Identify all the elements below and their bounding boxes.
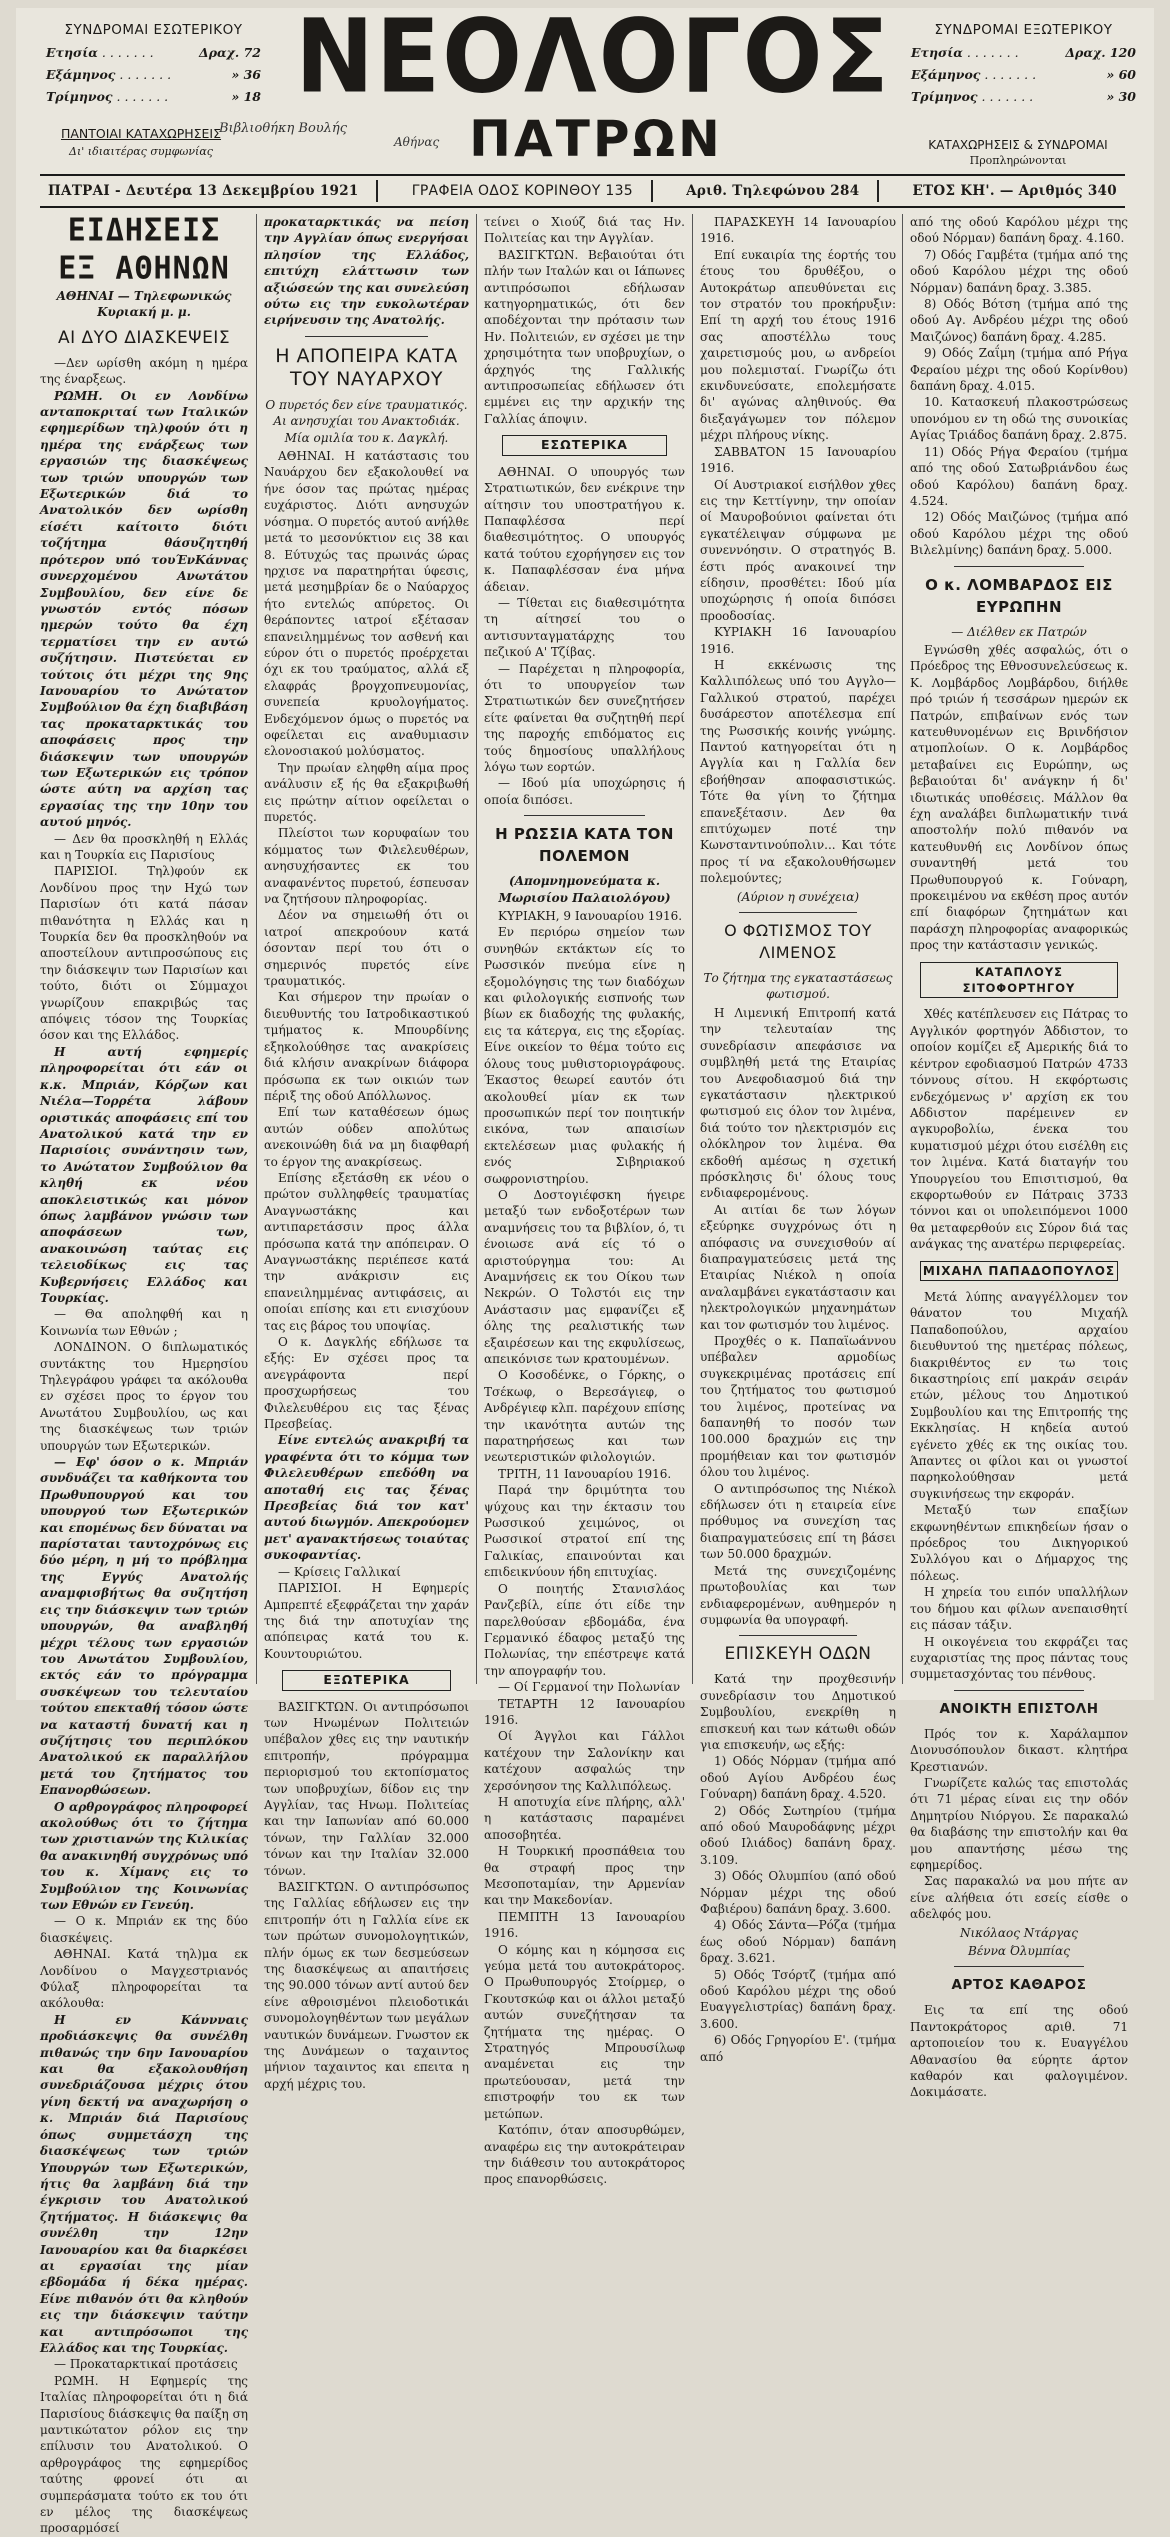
headline-news-from-athens: ΕΙΔΗΣΕΙΣ ΕΞ ΑΘΗΝΩΝ [58, 212, 230, 287]
paragraph: 7) Οδός Γαμβέτα (τμήμα από της οδού Καρόλου μέχρι της οδού Νόρμαν) δαπάνη δραχ. 3.385. [910, 247, 1128, 295]
paragraph: Προχθές ο κ. Παπαϊωάννου υπέβαλεν αρμοδίως συγκεκριμένας προτάσεις επί του ζητήματος του φωτισμού του λιμένος, προτείνας να δαπανηθή το ποσόν των 100.000 δραχμών εις την προμήθειαν και τον φωτισμόν όλου του λιμένος. [700, 1334, 896, 1480]
paragraph: — Κρίσεις Γαλλικαί [278, 1564, 401, 1579]
section-domestic: ΕΣΩΤΕΡΙΚΑ [502, 435, 667, 455]
left-subs-row: Εξάμηνος . . . » 36 [46, 67, 261, 82]
masthead-title: ΝΕΟΛΟΓΟΣ [295, 0, 891, 117]
paragraph: Οί Άγγλοι και Γάλλοι κατέχουν την Σαλονίκην και κατέχουν ασφαλώς την χερσόνησον της Καλλιπόλεως. [484, 1729, 685, 1793]
signature-place: Βέννα Όλυμπίας [968, 1944, 1070, 1958]
paragraph: ΛΟΝΔΙΝΟΝ. Ο διπλωματικός συντάκτης του Ημερησίου Τηλεγράφου γράφει τα ακόλουθα εν σχέσει προς το έργον του Ανωτάτου Συμβουλίου, ως και της διασκέψεως των τριών υπουργών των Εξωτερικών. [40, 1340, 248, 1453]
paragraph: Γνωρίζετε καλώς τας επιστολάς ότι 71 μέρας είναι εις την οδόν Δημητρίου Νιόργου. Σε παρακαλώ θα διαβάσης την επιστολήν και θα μου απαντήσης μέσω της εφημερίδος. [910, 1775, 1128, 1872]
paragraph: από της οδού Καρόλου μέχρι της οδού Νόρμαν) δαπάνη δραχ. 4.160. [910, 215, 1128, 246]
paragraph: Η οικογένεια του εκφράζει τας ευχαριστίας της προς πάντας τους συμμετασχόντας του πένθους. [910, 1634, 1128, 1682]
paragraph: — Παρέχεται η πληροφορία, ότι το υπουργείον των Στρατιωτικών δεν συνεζητήσεν είτε φαίνεται θα συζητηθή περί της παροχής επιδόματος εις τούς δημοσίους υπαλλήλους λόγω των εορτών. [484, 661, 685, 774]
paragraph: προκαταρκτικάς να πείση την Αγγλίαν όπως ενεργήσαι πλησίον της Ελλάδος, επιτύχη ελάττωσιν των αξιώσεών της και συνελεύση ούτω εις την ευκολωτέραν ειρήνευσιν της Ανατολής. [264, 215, 469, 328]
paragraph: Είνε εντελώς ανακριβή τα γραφέντα ότι το κόμμα των Φιλελευθέρων επεδόθη να αποταθή εις τας ξένας Πρεσβείας διά τον κατ' αυτού διωγμόν. Απεκρούομεν μετ' αγανακτήσεως τοιαύτας συκοφαντίας. [264, 1433, 469, 1563]
paragraph: 6) Οδός Γρηγορίου Ε'. (τμήμα από [700, 2033, 896, 2064]
subheadline: Ο πυρετός δεν είνε τραυματικός. Αι ανησυχίαι του Ανακτοδιάκ. Μία ομιλία του κ. Δαγκλή. [265, 397, 468, 445]
paragraph: — Δεν θα προσκληθή η Ελλάς και η Τουρκία εις Παρισίους [40, 831, 248, 862]
left-subs-row: Τρίμηνος . . . » 18 [46, 89, 261, 104]
paragraph: ΚΥΡΙΑΚΗ, 9 Ιανουαρίου 1916. [498, 909, 683, 924]
paragraph: Μετά λύπης αναγγέλλομεν τον θάνατον του Μιχαήλ Παπαδοπούλου, αρχαίου διευθυντού της ημετέρας πόλεως, διακριθέντος εν τω τοις δικαστηρίοις επί μακράν σειράν ετών, μέλους του Δημοτικού Συμβουλίου και της Επιτροπής της Εκκλησίας. Η κηδεία αυτού εγένετο χθές εκ της οικίας του. Άπαντες οι φίλοι και οι γνωστοί παρηκολούθησαν μετά συγκινήσεως την εκφοράν. [910, 1289, 1128, 1501]
paragraph: Παρά την δριμύτητα του ψύχους και την έκτασιν του Ρωσσικού χειμώνος, οι Ρωσσικοί στρατοί επί της Γαλικίας, επαινούνται και επιδεικνύουν ήδη επιτυχίας. [484, 1483, 685, 1580]
paragraph: τείνει ο Χιούζ διά τας Ην. Πολιτείας και την Αγγλίαν. [484, 215, 685, 246]
paragraph: Την πρωίαν εληφθη αίμα προς ανάλυσιν εξ ής θα εξακριβωθή εις πρώτην αίτιον οφείλεται ο πυρετός. [264, 760, 469, 824]
paragraph: Ο κόμης και η κόμησσα εις γεύμα μετά του αυτοκράτορος. Ο Πρωθυπουργός Στοίρμερ, ο Γκουτσκώφ και οι άλλοι μεταξύ αυτών συνεζήτησαν τα ζητήματα της ημέρας. Ο Στρατηγός Μπρουσίλωφ αναμένεται εις την πρωτεύουσαν, μετά την επιστροφήν του εκ των μετώπων. [484, 1942, 685, 2121]
paragraph: 11) Οδός Ρήγα Φεραίου (τμήμα από της οδού Σατωβριάνδου έως οδού Καρόλου) δαπάνη δραχ. 4.524. [910, 444, 1128, 508]
section-two-conferences: ΑΙ ΔΥΟ ΔΙΑΣΚΕΨΕΙΣ [57, 327, 231, 348]
paragraph: Χθές κατέπλευσεν εις Πάτρας το Αγγλικόν φορτηγόν Άδδιστον, το οποίον κομίζει εξ Αμερικής διά το κέντρον εφοδιασμού Πατρών 4733 τόννους σίτου. Η εκφόρτωσις ενδεχόμενως ν' αρχίση εκ του Αδδιστον παρέμεινεν εν αγκυροβολίω, ένεκα του κυματισμού μέχρι ότου εισέλθη εις τον λιμένα. Κατά διαταγήν του Υπουργείου του Επισιτισμού, θα εκφορτωθούν εν Πάτραις 3733 τόννοι και οι υπολειπόμενοι 1000 θα μεταφερθούν εις Σύρον διά τας ανάγκας της ανατέρω περιφερείας. [910, 1007, 1128, 1252]
paragraph: Σας παρακαλώ να μου πήτε αν είνε αλήθεια ότι εσείς είσθε ο αδελφός μου. [910, 1874, 1128, 1922]
paragraph: Η εν Κάννναις προδιάσκεψις θα συνέλθη πιθανώς την 6ην Ιανουαρίου και θα εξακολουθήση συνεδριάζουσα μέχρις ότου γίνη δεκτή να αναχωρήση ο κ. Μπριάν διά Παρισίους όπως συμμετάσχη της διασκέψεως των τριών Υπουργών των Εξωτερικών, ήτις θα λαμβάνη διά την έγκρισιν του Ανατολικού ζητήματος. Η διάσκεψις θα συνέλθη την 12ην Ιανουαρίου και θα διαρκέσει αι εργασίαι της μίαν εβδομάδα ή δέκα ημέρας. Είνε πιθανόν ότι θα κληθούν εις την διάσκεψιν ταύτην και αντιπρόσωποι της Ελλάδος και της Τουρκίας. [40, 2012, 248, 2355]
right-subs-row: Ετησία . . . Δραχ. 120 [911, 45, 1136, 60]
paragraph: Ο αντιπρόσωπος της Νιέκολ εδήλωσεν ότι η εταιρεία είνε πρόθυμος να συνεχίση τας διαπραγματεύσεις επί τη βάσει των 50.000 δραχμών. [700, 1481, 896, 1562]
paragraph: Επί ευκαιρία της έορτής του έτους του δρυθέξου, ο Αυτοκράτωρ απευθύνεται εις τον στρατόν του προκήρυξιν: Επί τη αρχή του έτους 1916 σας αποστέλλω τους χαιρετισμούς μου, ω ανδρείοι μου πολεμισταί. Γνωρίζω ότι εκινδυνεύσατε, επολεμήσατε δι' αγώνας αληθινούς. Θα διεξαγάγωμεν τον πόλεμον μέχρι πλήρους νίκης. [700, 247, 896, 443]
paragraph: Η χηρεία του ειπόν υπαλλήλων του δήμου και φίλων ανεπαισθητί εις πάσαν τάξιν. [910, 1585, 1128, 1633]
paragraph: ΚΥΡΙΑΚΗ 16 Ιανουαρίου 1916. [700, 625, 896, 656]
paragraph: — Εφ' όσον ο κ. Μπριάν συνδυάζει τα καθήκοντα του Πρωθυπουργού και του υπουργού των Εξωτερικών και επομένως δεν δύναται να παρίσταται ταυτοχρόνως εις δύο μέρη, η μή το πρόβλημα της Εγγύς Ανατολής αναμφισβήτως θα συζητήση εις την διάσκεψιν των τριών υπουργών, θα αναβληθή μέχρι τέλους των εργασιών του Ανωτάτου Συμβουλίου, εκτός εάν το πρόγραμμα συσκέψεων του τελευταίου τούτου επεκταθή τόσον ώστε να καταστή δυνατή και η συζήτησις του περιπλόκου Ανατολικού εκ παραλλήλου μετά του ζητήματος του Επανορθώσεων. [40, 1455, 248, 1798]
paragraph: — Τίθεται εις διαθεσιμότητα τη αίτησεί του ο αντισυνταγματάρχης του πεζικού Α' Τζίβας. [484, 595, 685, 660]
paragraph: — Οί Γερμανοί την Πολωνίαν [498, 1680, 681, 1695]
left-subs-header: ΣΥΝΔΡΟΜΑΙ ΕΣΩΤΕΡΙΚΟΥ [64, 22, 243, 38]
paragraph: 8) Οδός Βότση (τμήμα από της οδού Αγ. Ανδρέου μέχρι της οδού Μαιζώνος) δαπάνη δραχ. 4.285. [910, 297, 1128, 344]
paragraph: ΑΘΗΝΑΙ. Ο υπουργός των Στρατιωτικών, δεν ενέκρινε την αίτησιν του υποστρατήγου κ. Παπαφλέσσα περί διαθεσιμότητος. Ο υπουργός κατά τούτου εχορήγησεν εις τον κ. Παπαφλέσσαν ένα μήνα άδειαν. [484, 464, 685, 594]
column-2 [264, 214, 469, 2092]
paragraph: ΡΩΜΗ. Οι εν Λονδίνω ανταποκριταί των Ιταλικών εφημερίδων τηλ)φούν ότι η ημέρα της ενάρξεως των εργασιών της διασκέψεως των τριών υπουργών των Εξωτερικών διά το Ανατολικόν δεν ωρίσθη είσέτι καίτοιτο διότι τοζήτημα θάσυζητηθή πρότερον υπό τουΈνΚάννας συνερχομένου Ανωτάτου Συμβουλίου, δεν είνε δε γνωστόν εντός πόσων ημερών τούτο θα έχη τερματίσει την εν αυτώ συζήτησιν. Πιστεύεται εν τούτοις ότι μέχρι της 9ης Ιανουαρίου το Ανώτατον Συμβούλιον θα έχη διαβιβάση τας προκαταρκτικάς του αποφάσεις προς την διάσκεψιν των υπουργών των Εξωτερικών εις τρόπον ώστε αύτη να αρχίση τας εργασίας της την 10ην του αυτού μηνός. [40, 388, 248, 830]
right-subscriptions [911, 22, 1136, 104]
byline: ΑΘΗΝΑΙ — Τηλεφωνικώς Κυριακή μ. μ. [56, 289, 232, 320]
paragraph: Η εκκένωσις της Καλλιπόλεως υπό του Αγγλο—Γαλλικού στρατού, παρέχει δυσάρεστον αποτέλεσμα επί της Ρωσσικής κοινής γνώμης. Παντού κατηγορείται ότι η Αγγλία και η Γαλλία δεν εβοήθησαν αποφασιστικώς. Τότε θα γίνη το ζήτημα επανεξέτασιν. Δεν θα επιτύχωμεν ποτέ την Κωνσταντινούπολιν... Και τότε προς τί να εξακολουθήσωμεν πολεμούντες; [700, 657, 896, 886]
office-address: ΓΡΑΦΕΙΑ ΟΔΟΣ ΚΟΡΙΝΘΟΥ 135 [411, 183, 633, 199]
subheadline: (Απομνημονεύματα κ. Μωρισίου Παλαιολόγου) [498, 874, 671, 905]
paragraph: 5) Οδός Τσόρτζ (τμήμα από οδού Καρόλου μέχρι της οδού Ευαγγελιστρίας) δαπάνη δραχ. 3.600. [700, 1967, 896, 2031]
headline-road-repairs: ΕΠΙΣΚΕΥΗ ΟΔΩΝ [724, 1644, 872, 1665]
paragraph: — Ιδού μία υποχώρησις ή οποία διπόσει. [484, 776, 685, 807]
right-note: ΚΑΤΑΧΩΡΗΣΕΙΣ & ΣΥΝΔΡΟΜΑΙ Προπληρώνονται [928, 138, 1108, 167]
paragraph: Εν περιόρω σημείον των συνηθών εκτάκτων είς το Ρωσσικόν πνεύμα είνε η εξομολόγησις της των διαδόχων και φιλολογικής εισπνοής των βίων εκ διαδοχής της φυλακής, εις τα κάτεργα, εις της εξορίας. Είνε οικείον το θέμα τούτο εις όλους τους μυθιστοριογράφους. Έκαστος θεωρεί εαυτόν ότι ακολουθεί μίαν εκ των προσωπικών περί τον ποιητικήν εικόνα, των απαισίων εκτελέσεων μιας φυλακής ή ενός Σιβηριακού σωφρονιστηρίου. [484, 925, 685, 1186]
column-3 [484, 214, 685, 2188]
headline-russia-in-war: Η ΡΩΣΣΙΑ ΚΑΤΑ ΤΟΝ ΠΟΛΕΜΟΝ [495, 825, 674, 866]
paragraph: Η αποτυχία είνε πλήρης, αλλ' η κατάστασις παραμένει αποσοβητέα. [484, 1794, 685, 1842]
paragraph: 2) Οδός Σωτηρίου (τμήμα από οδού Μαυροδάφνης μέχρι οδού Ιλιάδος) δαπάνη δραχ. 3.109. [700, 1803, 896, 1867]
headline-obituary: ΜΙΧΑΗΛ ΠΑΠΑΔΟΠΟΥΛΟΣ [920, 1261, 1118, 1281]
paragraph: ΠΕΜΠΤΗ 13 Ιανουαρίου 1916. [484, 1909, 685, 1941]
paragraph: ΠΑΡΑΣΚΕΥΗ 14 Ιανουαρίου 1916. [700, 215, 896, 246]
right-subs-header: ΣΥΝΔΡΟΜΑΙ ΕΞΩΤΕΡΙΚΟΥ [934, 22, 1113, 38]
library-stamp-city: Αθήνας [394, 135, 440, 149]
paragraph: ΡΩΜΗ. Η Εφημερίς της Ιταλίας πληροφορείται ότι η διά Παρισίους διάσκεψις θα παίξη ση μαντικώτατον ρόλον εις την επίλυσιν του Ανατολικού. Ο αρθρογράφος της εφημερίδος ταύτης φρονεί ότι αι συμπεράσματα τούτο εκ του ότι εν μέλος της διασκέψεως προσαρμόσεί [40, 2373, 248, 2536]
left-note: ΠΑΝΤΟΙΑΙ ΚΑΤΑΧΩΡΗΣΕΙΣ Δι' ιδιαιτέρας συμφωνίας [60, 126, 222, 158]
paragraph: Επί των καταθέσεων όμως αυτών ούδεν απολύτως ανεκοινώθη διά να μη διαφθαρή το έργον της ανακρίσεως. [264, 1105, 469, 1169]
paragraph: — Ο κ. Μπριάν εκ της δύο διασκέψεις. [40, 1914, 248, 1945]
paragraph: Κατά την προχθεσινήν συνεδρίασιν του Δημοτικού Συμβουλίου, ενεκρίθη η επισκευή και των κάτωθι οδών για επισκευήν, ως εξής: [700, 1672, 896, 1752]
paragraph: Η Λιμενική Επιτροπή κατά την τελευταίαν της συνεδρίασιν απεφάσισε να συμβληθή μετά της Εταιρίας του Ανεφοδιασμού διά την εγκατάστασιν ηλεκτρικού φωτισμού εις όλον τον λιμένα, διά τούτο τον ηλεκτρισμόν εις ολόκληρον τον λιμένα. Θα εκδοθή αμέσως η σχετική πρόσκλησις δι' όλους τους ενδιαφερομένους. [700, 1005, 896, 1201]
paragraph: Ο Δοστογιέφσκη ήγειρε μεταξύ των ενδοξοτέρων των αναμνήσεις του τα βιβλίον, ό, τι ένοιωσε ανά είς τό ο αριστούργημα του: Αι Αναμνήσεις εκ του Οίκου των Νεκρών. Ο Τολστόι εις την Ανάστασιν μας εμφανίζει εξ όλης της ρεαλιστικής των εξαιρέσεων και της εκφυλίσεως, απεικόνισε των κρατουμένων. [484, 1187, 685, 1366]
paragraph: ΒΑΣΙΓΚΤΩΝ. Οι αντιπρόσωποι των Ηνωμένων Πολιτειών υπέβαλον χθες εις την ναυτικήν επιτροπήν, πρόγραμμα περιορισμού του εκτοπίσματος των υποβρυχίων, δίδον εις την Αγγλίαν, τας Ηνωμ. Πολιτείας και την Ιαπωνίαν από 60.000 τόνων, την Γαλλίαν 32.000 τόνων και την Ιταλίαν 32.000 τόνων. [264, 1699, 469, 1878]
issue-date: ΠΑΤΡΑΙ - Δευτέρα 13 Δεκεμβρίου 1921 [48, 183, 359, 199]
headline-open-letter: ΑΝΟΙΚΤΗ ΕΠΙΣΤΟΛΗ [939, 1700, 1099, 1717]
library-stamp: Βιβλιοθήκη Βουλής [219, 121, 347, 136]
masthead-city: ΠΑΤΡΩΝ [469, 110, 723, 168]
paragraph: 9) Οδός Ζαΐμη (τμήμα από Ρήγα Φεραίου μέχρι της οδού Κορίνθου) δαπάνη δραχ. 4.015. [910, 346, 1128, 394]
headline-port-lighting: Ο ΦΩΤΙΣΜΟΣ ΤΟΥ ΛΙΜΕΝΟΣ [724, 921, 872, 963]
right-subs-row: Εξάμηνος . . . » 60 [911, 67, 1136, 82]
paragraph: ΤΕΤΑΡΤΗ 12 Ιανουαρίου 1916. [484, 1696, 685, 1727]
paragraph: Εις τα επί της οδού Παντοκράτορος αριθ. 71 αρτοποιείον του κ. Ευαγγέλου Αθανασίου θα εύρητε άρτον καθαρόν και φαλογιμένον. Δοκιμάσατε. [910, 2003, 1128, 2100]
paragraph: Δέον να σημειωθή ότι οι ιατροί απεκρούουν κατά όσονταν περί του ότι ο σημερινός πυρετός είνε τραυματικός. [264, 908, 469, 989]
column-5 [910, 214, 1128, 2101]
right-subs-row: Τρίμηνος . . . » 30 [911, 89, 1136, 104]
paragraph: ΤΡΙΤΗ, 11 Ιανουαρίου 1916. [498, 1466, 672, 1481]
paragraph: —Δεν ωρίσθη ακόμη η ημέρα της έναρξεως. [40, 355, 248, 387]
paragraph: Και σήμερον την πρωίαν ο διευθυντής του Ιατροδικαστικού τμήματος κ. Μπουρδίνης εξηκολούθησε τας ανακρίσεις διά κλήσιν ανακρίνων διάφορα πρόσωπα εκ των οικιών των πέριξ της οδού Απόλλωνος. [264, 990, 469, 1103]
paragraph: Ο κ. Δαγκλής εδήλωσε τα εξής: Εν σχέσει προς τα ανεγράφοντα περί προσχωρήσεως του Φιλελευθέρου εις τας ξένας Πρεσβείας. [264, 1335, 469, 1432]
dateline [40, 174, 1125, 208]
paragraph: ΒΑΣΙΓΚΤΩΝ. Ο αντιπρόσωπος της Γαλλίας εδήλωσεν εις την επιτροπήν ότι η Γαλλία είνε εκ των πρώτων συνομολογητικών, πλήν όμως εκ των δεσμεύσεων της διασκέψεως αι απαιτήσεις της 90.000 τόνων αντί αυτού δεν είνε αθροισμένοι πλειοδοτικάι συνομολογηθέντων των μεγάλων ναυτικών δυνάμεων. Γνωστον εκ της Δυνάμεων ο ταχαιντος μήνιον ταχαιντος και επειτα η αρχή μέχρις του. [264, 1880, 469, 2091]
left-subs-row: Ετησία . . . Δραχ. 72 [46, 45, 261, 60]
paragraph: 3) Οδός Ολυμπίου (από οδού Νόρμαν μέχρι της οδού Φαβιέρου) δαπάνη δραχ. 3.600. [700, 1869, 896, 1916]
headline-pure-bread: ΑΡΤΟΣ ΚΑΘΑΡΟΣ [951, 1977, 1087, 1994]
headline-admiral-attempt: Η ΑΠΟΠΕΙΡΑ ΚΑΤΑ ΤΟΥ ΝΑΥΑΡΧΟΥ [275, 344, 458, 390]
paragraph: Μεταξύ των επαξίων εκφωνηθέντων επικηδείων ήσαν ο πρόεδρος του Δικηγορικού Συλλόγου και ο Δήμαρχος της πόλεως. [910, 1503, 1128, 1583]
left-subscriptions [46, 22, 261, 104]
column-1 [40, 214, 248, 2537]
year-issue-number: ΕΤΟΣ ΚΗ'. — Αριθμός 340 [912, 183, 1117, 199]
paragraph: Η αυτή εφημερίς πληροφορείται ότι εάν οι κ.κ. Μπριάν, Κόρζων και Νιέλα—Τορρέτα λάβουν οριστικάς αποφάσεις επί του Ανατολικού κατά την εν Παρισίοις συνάντησιν των, το Ανώτατον Συμβούλιον θα κληθή εκ νέου αποκλειστικώς και μόνον όπως λαμβάνον γνώσιν των αποφάσεων των, ανακοινώση ταύτας εις τελειοδίκως εις τας Κυβερνήσεις Ελλάδος και Τουρκίας. [40, 1044, 248, 1305]
paragraph: ΠΑΡΙΣΙΟΙ. Τηλ)φούν εκ Λονδίνου προς την Ηχώ των Παρισίων ότι κατά πάσαν πιθανότητα η Ελλάς και η Τουρκία δεν θα προσκληθούν να αποστείλουν αντιπροσώπους εις την διάσκεψιν των Παρισίων και τούτο, διότι οι Σύμμαχοι γνωρίζουν επακριβώς τας απόψεις τόσον της Τουρκίας όσον και της Ελλάδος. [40, 864, 248, 1043]
subheadline: — Διέλθεν εκ Πατρών [951, 624, 1087, 639]
paragraph: Πλείστοι των κορυφαίων του κόμματος των Φιλελευθέρων, ανησυχήσαντες εκ του αναφανέντος πυρετού, έσπευσαν να ζητήσουν πληροφορίας. [264, 826, 469, 907]
paragraph: ΒΑΣΙΓΚΤΩΝ. Βεβαιούται ότι πλήν των Ιταλών και οι Ιάπωνες αντιπρόσωποι εδήλωσαν κατηγορηματικώς, ότι δεν αποδέχονται την πρότασιν των Ην. Πολιτειών, εν σχέσει με την χρησιμότητα των υποβρυχίων, ο άρχηγός της Γαλλικής αντιπροσωπείας εδήλωσεν ότι εμμένει εις την αρχικήν της Γαλλίας άποψιν. [484, 247, 685, 426]
paragraph: 12) Οδός Μαιζώνος (τμήμα από οδού Καρόλου μέχρι της οδού Βιλελμίνης) δαπάνη δραχ. 5.000. [910, 510, 1128, 558]
paragraph: Πρός τον κ. Χαράλαμπον Διονυσόπουλον δικαστ. κλητήρα Κρεστιανών. [910, 1726, 1128, 1774]
phone-number: Αριθ. Τηλεφώνου 284 [686, 183, 860, 199]
newspaper-page [16, 0, 1154, 2536]
section-foreign: ΕΞΩΤΕΡΙΚΑ [282, 1670, 451, 1690]
paragraph: 10. Κατασκευή πλακοστρώσεως υπονόμου εν τη οδώ της συνοικίας Αγίας Τριάδος δαπάνη δραχ. 2.875. [910, 395, 1128, 443]
subheadline: Το ζήτημα της εγκαταστάσεως φωτισμού. [703, 971, 893, 1002]
paragraph: Κατόπιν, όταν αποσυρθώμεν, αναφέρω εις την αυτοκράτειραν την διάθεσιν του αυτοκράτορος προς επανορθώσεις. [484, 2123, 685, 2187]
paragraph: Αι αιτίαι δε των λόγων εξεύρηκε συγχρόνως ότι η απόφασις να συνεχισθούν αί διαπραγματεύσεις μετά της Εταιρίας Νιέκολ η οποία αναλαμβάνει εγκατάστασιν και ηλεκτρολογικών μηχανημάτων και τον φωτισμόν του λιμένος. [700, 1202, 896, 1332]
paragraph: 1) Οδός Νόρμαν (τμήμα από οδού Αγίου Ανδρέου έως Γούναρη) δαπάνη δραχ. 4.520. [700, 1754, 896, 1802]
headline-lombardos-europe: Ο κ. ΛΟΜΒΑΡΔΟΣ ΕΙΣ ΕΥΡΩΠΗΝ [925, 575, 1113, 616]
paragraph: ΑΘΗΝΑΙ. Η κατάστασις του Ναυάρχου δεν εξακολουθεί να ήνε όσον τας πρώτας ημέρας ευχάριστος. Διότι ανησυχών νόσημα. Ο πυρετός αυτού ανήλθε μετά το μεσονύκτιον εις 38 και 8. Εύτυχώς τας πρωινάς ώρας ηρχισε να παρατηρήται ύφεσις, μετά μεσημβρίαν δε ο Ναύαρχος ήτο εντελώς απύρετος. Οι θεράποντες ιατροί εξέτασαν επανειλημμένως τον ασθενή και εύρον ότι ο πυρετός προέρχεται όχι εκ του τραύματος, αλλά εξ ελαφράς βρογχοπνευμονίας, συνεπεία κρυολογήματος. Ενδεχόμενον όμως ο πυρετός να οφείλεται εις αναθυμιασιν ελονοσιακού μολύσματος. [264, 449, 469, 759]
paragraph: Εγνώσθη χθές ασφαλώς, ότι ο Πρόεδρος της Εθνοσυνελεύσεως κ. Κ. Λομβάρδος Λομβάρδου, διήλθε πρό τριών ή τεσσάρων ημερών εκ Πατρών, επιβαίνων ενός των κατευθυνομένων εις Βρινδήσιον ατμοπλοίων. Ο κ. Λομβάρδος μεταβαίνει εις Ευρώπην, ως βεβαιούται δι' ανάγκην ή δι' ιδιωτικάς υποθέσεις. Μάλλον θα έχη αναλάβει διπλωματικήν τινά αποστολήν πολύ πιθανόν να κατευθυνθή εις Λονδίνον όπως συναντηθή μετά του Πρωθυπουργού κ. Γούναρη, προκειμένου να εκθέση προς αυτόν επί διαφόρων ζητημάτων και παράσχη πληροφορίας αναφορικώς προς την κατάστασιν γενικώς. [910, 642, 1128, 953]
paragraph: ΣΑΒΒΑΤΟΝ 15 Ιανουαρίου 1916. [700, 444, 896, 476]
paragraph: Η Τουρκική προσπάθεια του θα στραφή προς την Μεσοποταμίαν, την Αρμενίαν και την Μακεδονίαν. [484, 1844, 685, 1908]
paragraph: ΠΑΡΙΣΙΟΙ. Η Εφημερίς Αμπρεπτέ εξεφράζεται την χαράν της διά την αποτυχίαν της απόπειρας κατά του κ. Κουντουριώτου. [264, 1581, 469, 1661]
paragraph: — Θα αποληφθή και η Κοινωνία των Εθνών ; [40, 1307, 248, 1338]
paragraph: Ο αρθρογράφος πληροφορεί ακολούθως ότι το ζήτημα των χριστιανών της Κιλικίας θα ανακινηθή συγχρόνως υπό του κ. Χίμανς εις το Συμβούλιον της Κοινωνίας των Εθνών εν Γενεύη. [40, 1799, 248, 1912]
paragraph: Μετά της συνεχιζομένης πρωτοβουλίας και των ενδιαφερομένων, αυθημερόν η συμφωνία θα υπογραφή. [700, 1563, 896, 1627]
headline-grain-ship: ΚΑΤΑΠΛΟΥΣ ΣΙΤΟΦΟΡΤΗΓΟΥ [920, 962, 1118, 999]
paragraph: Ο Κοσοδένκε, ο Γόρκης, ο Τσέκωφ, ο Βερεσάγιεφ, ο Ανδρέγιεφ κλπ. παρέχουν επίσης την ικανότητα αυτών της παρατηρήσεως και των νεωτεριστικών φιλολογιών. [484, 1368, 685, 1465]
paragraph: ΑΘΗΝΑΙ. Κατά τηλ)μα εκ Λονδίνου ο Μαγχεστριανός Φύλαξ πληροφορείται τα ακόλουθα: [40, 1947, 248, 2011]
paragraph: Επίσης εξετάσθη εκ νέου ο πρώτον συλληφθείς τραυματίας Αναγνωστάκης και αντιπαρετάσσιν προς άλλα πρόσωπα κατά την απόπειραν. Ο Αναγνωστάκης περιέπεσε κατά την ανάκρισιν εις επανειλημμένας αντιφάσεις, αι οποίαι επίσης και ετι ενισχύουν τας εις βάρος του υποψίας. [264, 1170, 469, 1333]
signature: Νικόλαος Ντάργας [959, 1925, 1079, 1940]
paragraph: Οί Αυστριακοί εισήλθον χθες εις την Κεττίγνην, την οποίαν οί Μαυροβούνιοι φαίνεται ότι εγκατέλειψαν σύμφωνα με συνεννόησιν. Ο στρατηγός Β. έστι πρός ανακοινεί την είδησιν, προσθέτει: Ιδού μία υποχώρησις ή οποία διπόσει προοδοσίας. [700, 477, 896, 623]
column-4 [700, 214, 896, 2065]
paragraph: Ο ποιητής Στανισλάος Ρανζεβίλ, είπε ότι είδε την παρελθούσαν εβδομάδα, ένα Γερμανικό έδαφος μεταξύ της Πολωνίας, την επέστρεψε κατά την απογραφήν του. [484, 1581, 685, 1678]
paragraph: — Προκαταρκτικαί προτάσεις [54, 2357, 238, 2372]
paragraph: 4) Οδός Σάντα—Ρόζα (τμήμα έως οδού Νόρμαν) δαπάνη δραχ. 3.621. [700, 1918, 896, 1966]
to-be-continued: (Αύριον η συνέχεια) [736, 889, 860, 904]
